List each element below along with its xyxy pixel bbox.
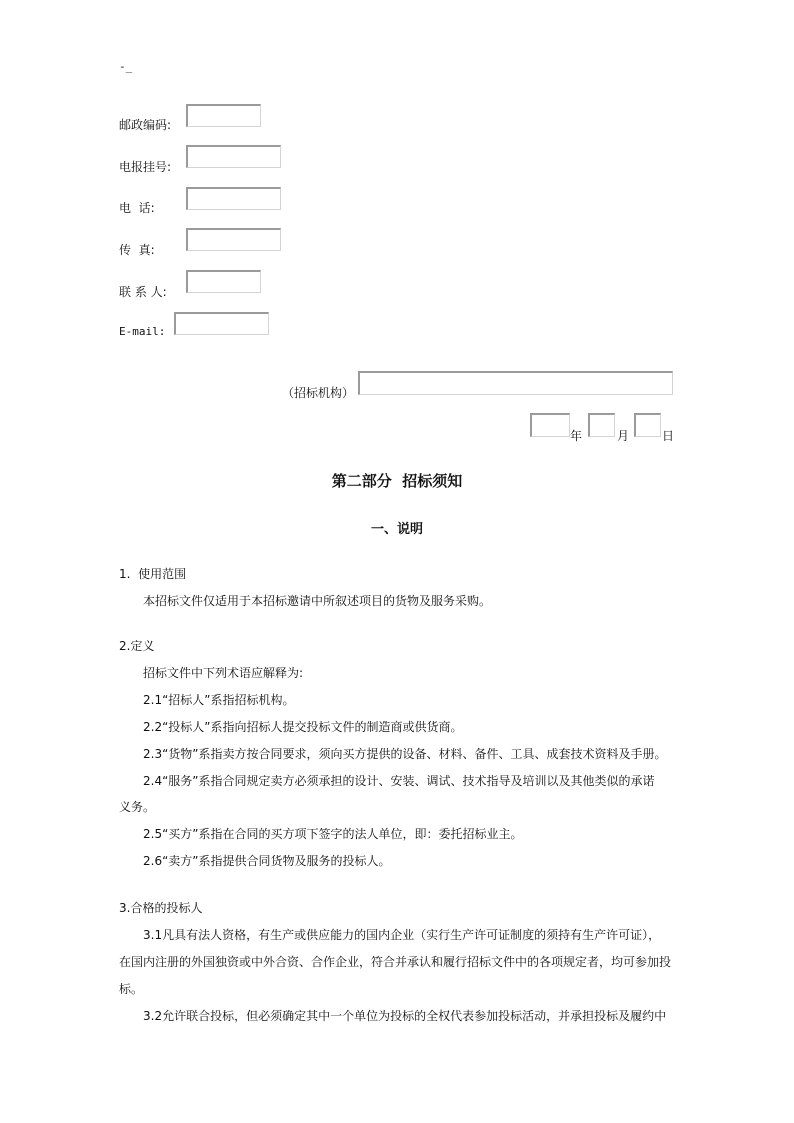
- s2-item: 2.4“服务”系指合同规定卖方必须承担的设计、安装、调试、技术指导及培训以及其他类似的承诺: [143, 774, 655, 788]
- s3-heading: 3.合格的投标人: [119, 901, 203, 915]
- fax-field[interactable]: [186, 228, 281, 251]
- s2-heading: 2.定义: [119, 639, 155, 653]
- s3-line: 3.2允许联合投标，但必须确定其中一个单位为投标的全权代表参加投标活动，并承担投标及履约中: [143, 1009, 667, 1023]
- s1-heading: 1. 使用范围: [119, 567, 187, 581]
- month-label: 月: [617, 429, 630, 443]
- year-field[interactable]: [530, 413, 570, 437]
- agency-field[interactable]: [358, 371, 673, 395]
- telegram-label: 电报挂号:: [119, 160, 172, 174]
- contact-person-label: 联 系 人:: [119, 285, 167, 299]
- header-mark: -_: [119, 60, 133, 73]
- month-field[interactable]: [588, 413, 615, 437]
- postal-code-label: 邮政编码:: [119, 118, 172, 132]
- s2-item: 2.3“货物”系指卖方按合同要求，须向买方提供的设备、材料、备件、工具、成套技术资料及手册。: [143, 747, 667, 761]
- s2-item-continued: 义务。: [119, 800, 156, 814]
- s1-text: 本招标文件仅适用于本招标邀请中所叙述项目的货物及服务采购。: [143, 594, 492, 608]
- day-field[interactable]: [634, 413, 661, 437]
- postal-code-field[interactable]: [186, 104, 261, 127]
- phone-field[interactable]: [186, 187, 281, 210]
- section-title: 一、说明: [370, 522, 423, 537]
- day-label: 日: [662, 429, 675, 443]
- email-field[interactable]: [174, 312, 269, 335]
- year-label: 年: [570, 429, 583, 443]
- phone-label: 电 话:: [119, 201, 155, 215]
- agency-label: （招标机构）: [282, 386, 355, 400]
- part-title: 第二部分 招标须知: [331, 472, 463, 490]
- s2-item: 2.5“买方”系指在合同的买方项下签字的法人单位，即：委托招标业主。: [143, 827, 523, 841]
- s3-line: 标。: [119, 982, 144, 996]
- s2-item: 2.6“卖方”系指提供合同货物及服务的投标人。: [143, 854, 391, 868]
- s3-line: 在国内注册的外国独资或中外合资、合作企业，符合并承认和履行招标文件中的各项规定者，均可参加投: [119, 955, 672, 969]
- s2-item: 2.2“投标人”系指向招标人提交投标文件的制造商或供货商。: [143, 720, 463, 734]
- s2-intro: 招标文件中下列术语应解释为:: [143, 666, 304, 680]
- contact-person-field[interactable]: [186, 270, 261, 293]
- email-label: E-mail:: [119, 325, 166, 338]
- fax-label: 传 真:: [119, 243, 155, 257]
- s3-line: 3.1凡具有法人资格，有生产或供应能力的国内企业（实行生产许可证制度的须持有生产许可证），: [143, 928, 661, 942]
- s2-item: 2.1“招标人”系指招标机构。: [143, 693, 295, 707]
- telegram-field[interactable]: [186, 145, 281, 168]
